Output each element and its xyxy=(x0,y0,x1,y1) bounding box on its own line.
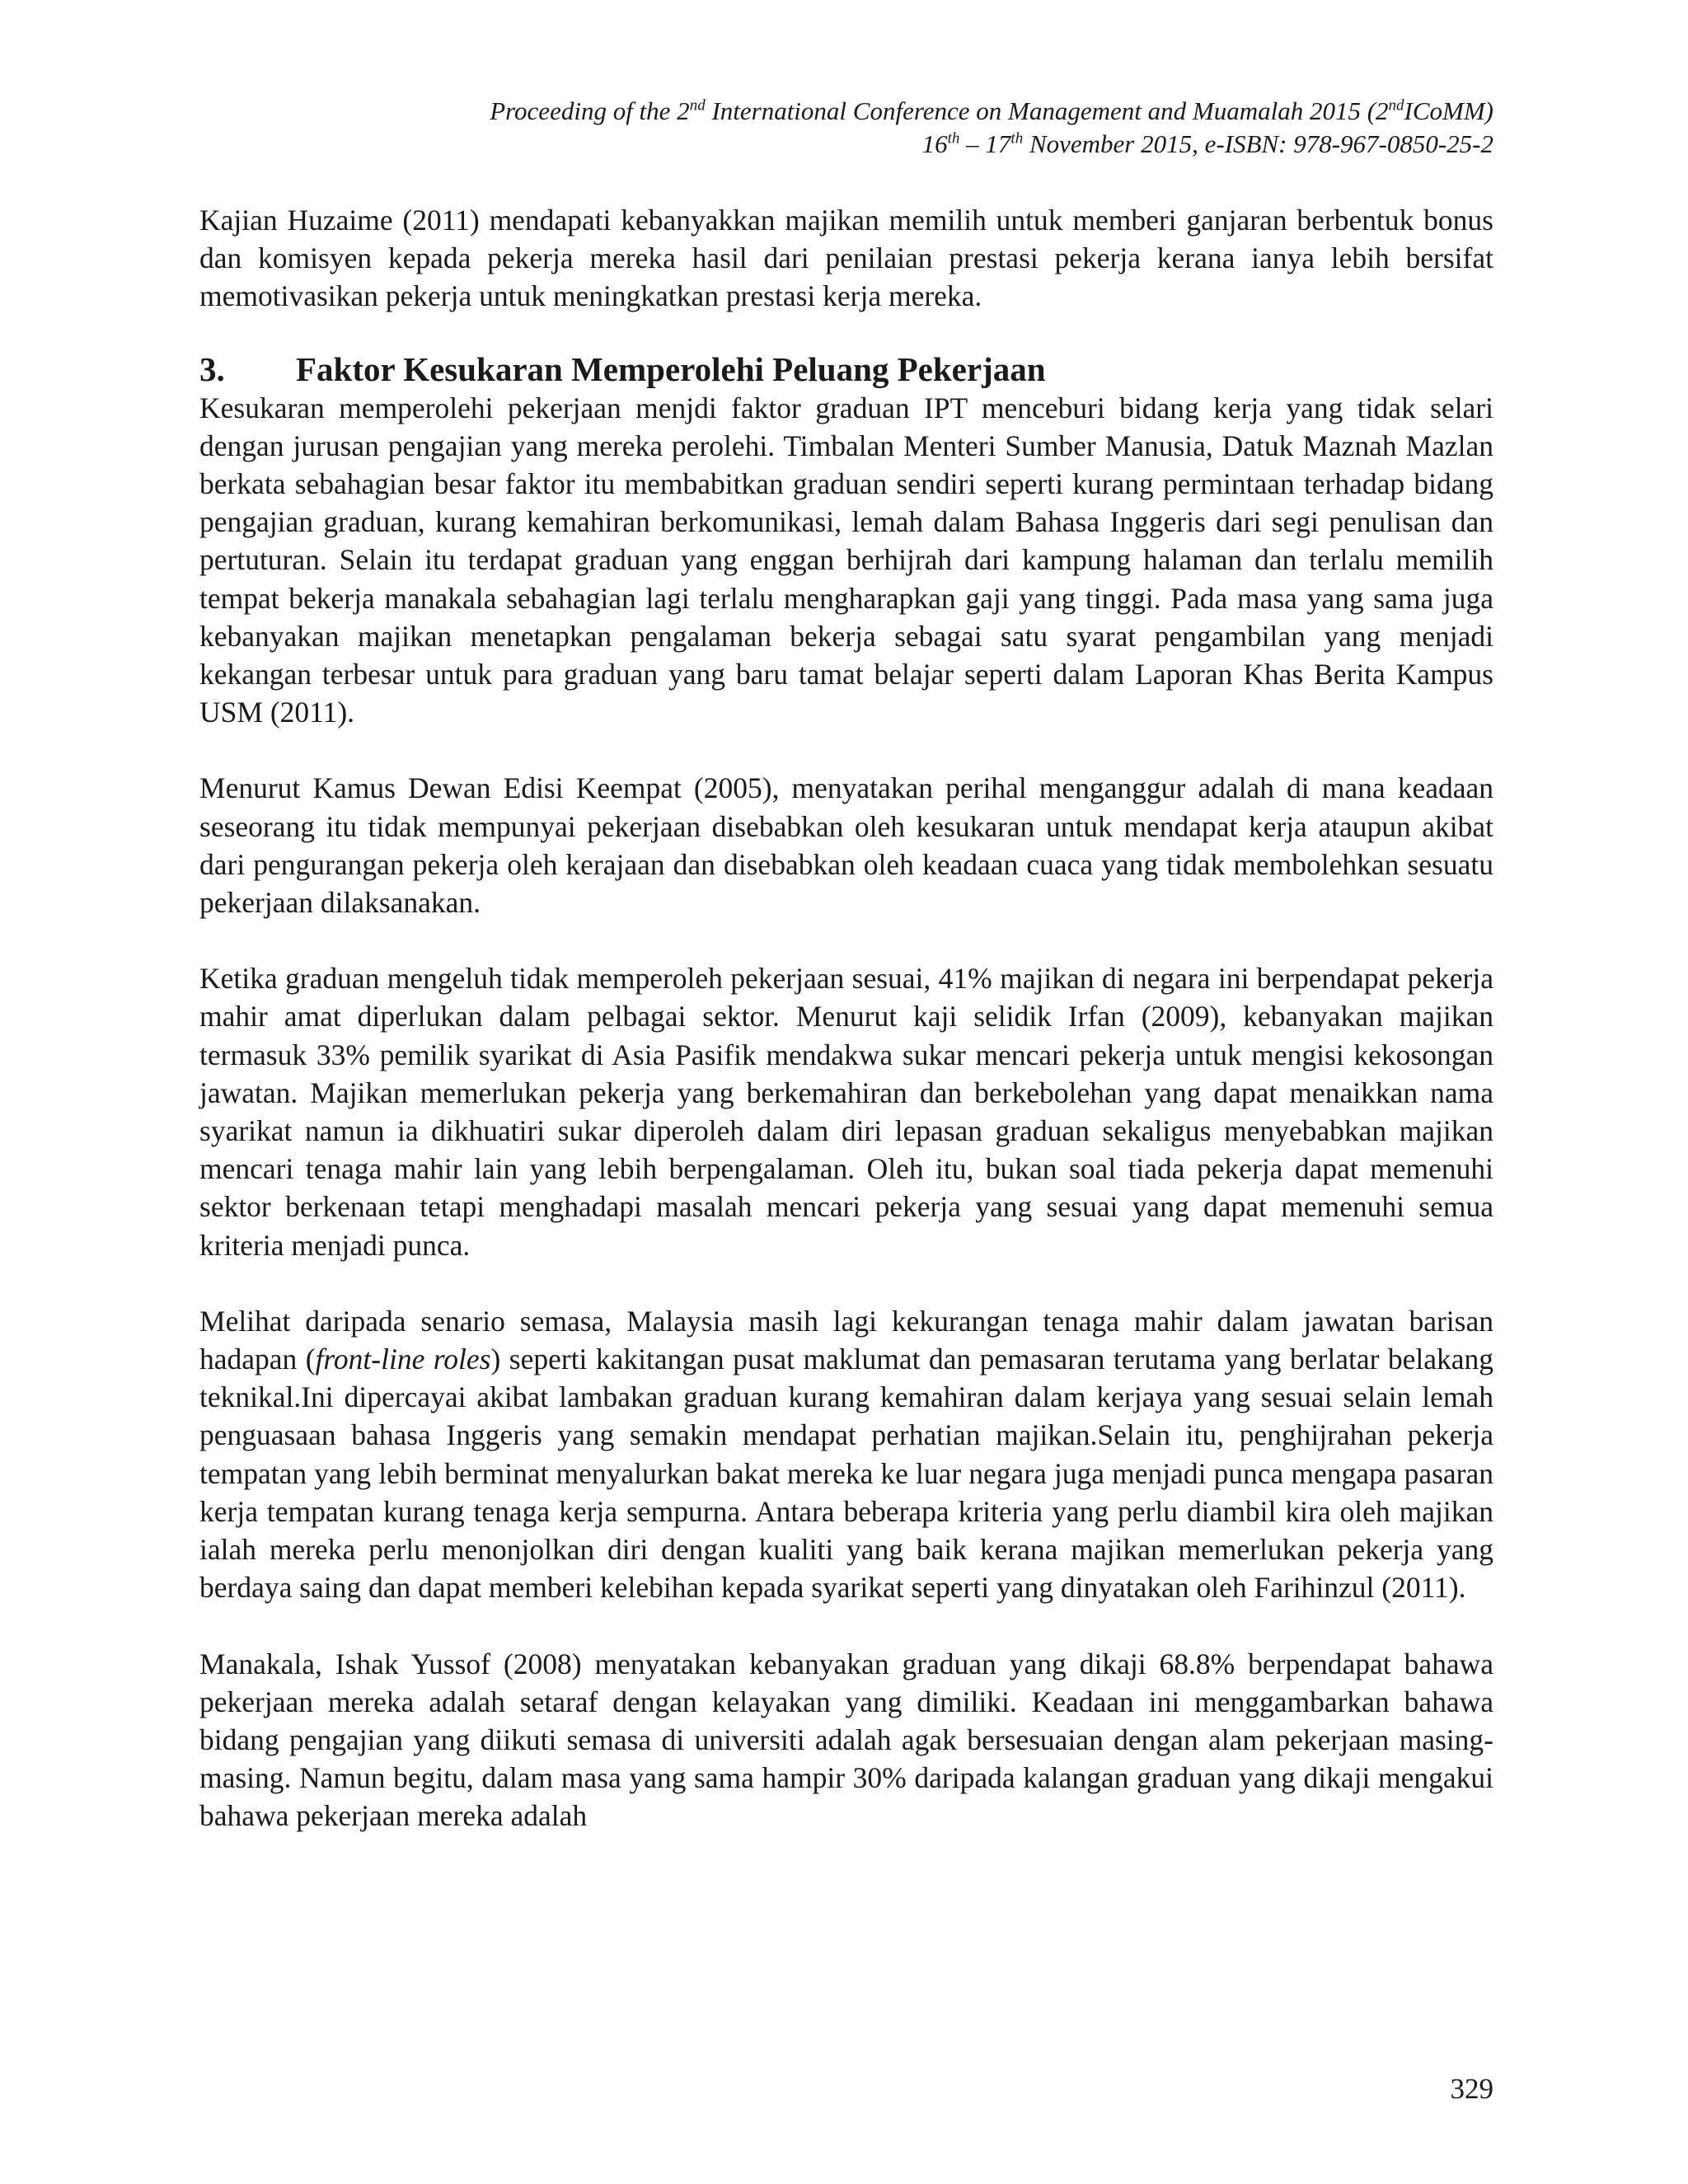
section-heading xyxy=(199,349,1493,389)
italic-term: front-line roles xyxy=(315,1343,491,1376)
section-title: Faktor Kesukaran Memperolehi Peluang Pekerjaan xyxy=(296,349,1046,388)
header-line-2: 16th – 17th November 2015, e-ISBN: 978-967-0850-25-2 xyxy=(921,129,1493,158)
header-line-1: Proceeding of the 2nd International Conference on Management and Muamalah 2015 (2ndICoMM) xyxy=(490,96,1493,125)
paragraph: Kajian Huzaime (2011) mendapati kebanyakkan majikan memilih untuk memberi ganjaran berbentuk bonus dan komisyen kepada pekerja mereka hasil dari penilaian prestasi pekerja kerana ianya lebih bersifat memotivasikan pekerja untuk meningkatkan prestasi kerja mereka. xyxy=(199,204,1493,313)
paragraph: Kesukaran memperolehi pekerjaan menjdi faktor graduan IPT menceburi bidang kerja yang tidak selari dengan jurusan pengajian yang mereka perolehi. Timbalan Menteri Sumber Manusia, Datuk Maznah Mazlan berkata sebahagian besar faktor itu membabitkan graduan sendiri seperti kurang permintaan terhadap bidang pengajian graduan, kurang kemahiran berkomunikasi, lemah dalam Bahasa Inggeris dari segi penulisan dan pertuturan. Selain itu terdapat graduan yang enggan berhijrah dari kampung halaman dan terlalu memilih tempat bekerja manakala sebahagian lagi terlalu mengharapkan gaji yang tinggi. Pada masa yang sama juga kebanyakan majikan menetapkan pengalaman bekerja sebagai satu syarat pengambilan yang menjadi kekangan terbesar untuk para graduan yang baru tamat belajar seperti dalam Laporan Khas Berita Kampus USM (2011). xyxy=(199,391,1493,729)
page-number: 329 xyxy=(1450,2073,1493,2105)
section-number: 3. xyxy=(199,349,225,388)
paragraph: Ketika graduan mengeluh tidak memperoleh pekerjaan sesuai, 41% majikan di negara ini berpendapat pekerja mahir amat diperlukan dalam pelbagai sektor. Menurut kaji selidik Irfan (2009), kebanyakan majikan termasuk 33% pemilik syarikat di Asia Pasifik mendakwa sukar mencari pekerja untuk mengisi kekosongan jawatan. Majikan memerlukan pekerja yang berkemahiran dan berkebolehan yang dapat menaikkan nama syarikat namun ia dikhuatiri sukar diperoleh dalam diri lepasan graduan sekaligus menyebabkan majikan mencari tenaga mahir lain yang lebih berpengalaman. Oleh itu, bukan soal tiada pekerja dapat memenuhi sektor berkenaan tetapi menghadapi masalah mencari pekerja yang sesuai yang dapat memenuhi semua kriteria menjadi punca. xyxy=(199,962,1493,1262)
page xyxy=(199,95,1493,2155)
running-header xyxy=(199,95,1493,161)
paragraph: Menurut Kamus Dewan Edisi Keempat (2005), menyatakan perihal menganggur adalah di mana keadaan seseorang itu tidak mempunyai pekerjaan disebabkan oleh kesukaran untuk mendapat kerja ataupun akibat dari pengurangan pekerja oleh kerajaan dan disebabkan oleh keadaan cuaca yang tidak membolehkan sesuatu pekerjaan dilaksanakan. xyxy=(199,771,1493,920)
paragraph: Manakala, Ishak Yussof (2008) menyatakan kebanyakan graduan yang dikaji 68.8% berpendapat bahawa pekerjaan mereka adalah setaraf dengan kelayakan yang dimiliki. Keadaan ini menggambarkan bahawa bidang pengajian yang diikuti semasa di universiti adalah agak bersesuaian dengan alam pekerjaan masing-masing. Namun begitu, dalam masa yang sama hampir 30% daripada kalangan graduan yang dikaji mengakui bahawa pekerjaan mereka adalah xyxy=(199,1647,1493,1833)
paragraph: Melihat daripada senario semasa, Malaysia masih lagi kekurangan tenaga mahir dalam jawatan barisan hadapan (front-line roles) seperti kakitangan pusat maklumat dan pemasaran terutama yang berlatar belakang teknikal.Ini dipercayai akibat lambakan graduan kurang kemahiran dalam kerjaya yang sesuai selain lemah penguasaan bahasa Inggeris yang semakin mendapat perhatian majikan.Selain itu, penghijrahan pekerja tempatan yang lebih berminat menyalurkan bakat mereka ke luar negara juga menjadi punca mengapa pasaran kerja tempatan kurang tenaga kerja sempurna. Antara beberapa kriteria yang perlu diambil kira oleh majikan ialah mereka perlu menonjolkan diri dengan kualiti yang baik kerana majikan memerlukan pekerja yang berdaya saing dan dapat memberi kelebihan kepada syarikat seperti yang dinyatakan oleh Farihinzul (2011). xyxy=(199,1304,1493,1605)
